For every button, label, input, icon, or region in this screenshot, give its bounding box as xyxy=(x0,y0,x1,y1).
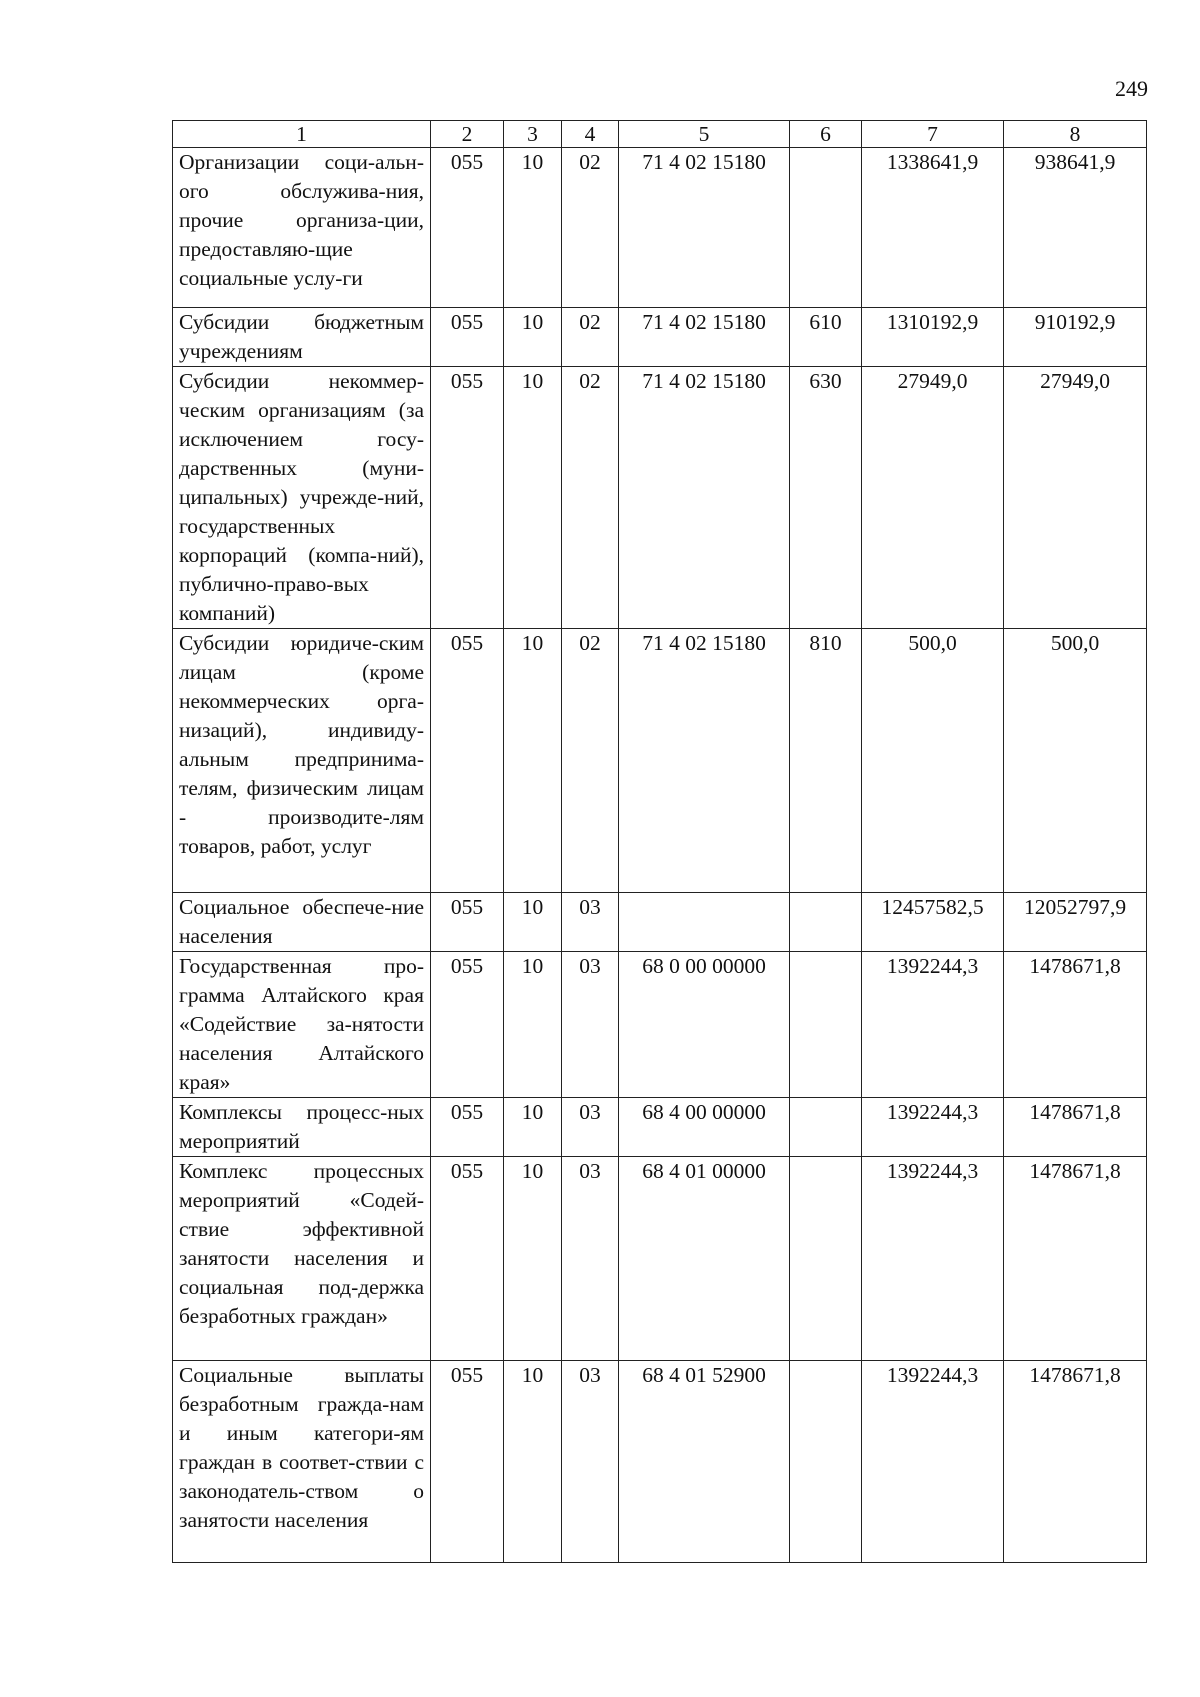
row-target-article: 68 4 01 52900 xyxy=(619,1361,790,1563)
header-col-4: 4 xyxy=(562,121,619,148)
row-section-code: 10 xyxy=(504,893,562,952)
row-expense-type: 610 xyxy=(790,308,862,367)
row-expense-type xyxy=(790,1157,862,1361)
row-amount-7: 1392244,3 xyxy=(862,1098,1004,1157)
row-name: Субсидии бюджетным учреждениям xyxy=(173,308,431,367)
header-col-7: 7 xyxy=(862,121,1004,148)
table-row xyxy=(173,893,1147,952)
row-ministry-code: 055 xyxy=(431,1361,504,1563)
row-target-article: 71 4 02 15180 xyxy=(619,629,790,893)
row-ministry-code: 055 xyxy=(431,367,504,629)
row-amount-7: 1392244,3 xyxy=(862,952,1004,1098)
header-col-6: 6 xyxy=(790,121,862,148)
row-name: Социальное обеспече-ние населения xyxy=(173,893,431,952)
row-subsection-code: 03 xyxy=(562,1157,619,1361)
header-row xyxy=(173,121,1147,148)
row-amount-8: 938641,9 xyxy=(1004,148,1147,308)
row-amount-8: 1478671,8 xyxy=(1004,1361,1147,1563)
budget-table xyxy=(172,120,1147,1563)
header-col-2: 2 xyxy=(431,121,504,148)
row-subsection-code: 02 xyxy=(562,308,619,367)
row-section-code: 10 xyxy=(504,308,562,367)
row-expense-type xyxy=(790,893,862,952)
row-amount-8: 1478671,8 xyxy=(1004,1157,1147,1361)
header-col-1: 1 xyxy=(173,121,431,148)
row-target-article: 71 4 02 15180 xyxy=(619,308,790,367)
row-amount-7: 1310192,9 xyxy=(862,308,1004,367)
row-ministry-code: 055 xyxy=(431,1098,504,1157)
row-name: Субсидии юридиче-ским лицам (кроме некоммерческих орга-низаций), индивиду-альным предпринима-телям, физическим лицам - производите-лям товаров, работ, услуг xyxy=(173,629,431,893)
table-row xyxy=(173,148,1147,308)
page-number: 249 xyxy=(1115,76,1148,101)
row-name: Организации соци-ального обслужива-ния, прочие организа-ции, предоставляю-щие социальные услу-ги xyxy=(173,148,431,308)
row-target-article: 71 4 02 15180 xyxy=(619,148,790,308)
table-row xyxy=(173,952,1147,1098)
row-amount-7: 12457582,5 xyxy=(862,893,1004,952)
row-name: Комплексы процесс-ных мероприятий xyxy=(173,1098,431,1157)
row-amount-8: 1478671,8 xyxy=(1004,1098,1147,1157)
row-section-code: 10 xyxy=(504,1361,562,1563)
row-amount-7: 1338641,9 xyxy=(862,148,1004,308)
row-ministry-code: 055 xyxy=(431,148,504,308)
row-target-article xyxy=(619,893,790,952)
table-row xyxy=(173,629,1147,893)
row-target-article: 68 4 00 00000 xyxy=(619,1098,790,1157)
row-name: Комплекс процессных мероприятий «Содей-ствие эффективной занятости населения и социальная под-держка безработных граждан» xyxy=(173,1157,431,1361)
row-ministry-code: 055 xyxy=(431,1157,504,1361)
row-target-article: 68 0 00 00000 xyxy=(619,952,790,1098)
header-col-3: 3 xyxy=(504,121,562,148)
table-row xyxy=(173,1098,1147,1157)
row-expense-type xyxy=(790,1098,862,1157)
row-subsection-code: 02 xyxy=(562,148,619,308)
table-row xyxy=(173,1361,1147,1563)
row-expense-type xyxy=(790,952,862,1098)
row-amount-8: 500,0 xyxy=(1004,629,1147,893)
row-amount-8: 27949,0 xyxy=(1004,367,1147,629)
row-subsection-code: 03 xyxy=(562,893,619,952)
row-name: Социальные выплаты безработным гражда-нам и иным категори-ям граждан в соответ-ствии с законодатель-ством о занятости населения xyxy=(173,1361,431,1563)
row-subsection-code: 02 xyxy=(562,629,619,893)
row-expense-type: 630 xyxy=(790,367,862,629)
row-name: Государственная про-грамма Алтайского края «Содействие за-нятости населения Алтайского края» xyxy=(173,952,431,1098)
row-subsection-code: 02 xyxy=(562,367,619,629)
header-col-8: 8 xyxy=(1004,121,1147,148)
row-subsection-code: 03 xyxy=(562,1098,619,1157)
row-name: Субсидии некоммер-ческим организациям (за исключением госу-дарственных (муни-ципальных) учрежде-ний, государственных корпораций (компа-ний), публично-право-вых компаний) xyxy=(173,367,431,629)
row-subsection-code: 03 xyxy=(562,1361,619,1563)
row-expense-type xyxy=(790,1361,862,1563)
row-section-code: 10 xyxy=(504,952,562,1098)
table-row xyxy=(173,308,1147,367)
row-amount-7: 1392244,3 xyxy=(862,1157,1004,1361)
row-subsection-code: 03 xyxy=(562,952,619,1098)
table-row xyxy=(173,1157,1147,1361)
row-amount-7: 27949,0 xyxy=(862,367,1004,629)
row-amount-8: 1478671,8 xyxy=(1004,952,1147,1098)
row-target-article: 68 4 01 00000 xyxy=(619,1157,790,1361)
row-amount-8: 12052797,9 xyxy=(1004,893,1147,952)
row-section-code: 10 xyxy=(504,629,562,893)
row-ministry-code: 055 xyxy=(431,952,504,1098)
row-section-code: 10 xyxy=(504,1157,562,1361)
row-section-code: 10 xyxy=(504,367,562,629)
row-expense-type xyxy=(790,148,862,308)
row-ministry-code: 055 xyxy=(431,893,504,952)
row-section-code: 10 xyxy=(504,148,562,308)
row-ministry-code: 055 xyxy=(431,308,504,367)
table-row xyxy=(173,367,1147,629)
header-col-5: 5 xyxy=(619,121,790,148)
row-amount-8: 910192,9 xyxy=(1004,308,1147,367)
row-ministry-code: 055 xyxy=(431,629,504,893)
row-section-code: 10 xyxy=(504,1098,562,1157)
row-target-article: 71 4 02 15180 xyxy=(619,367,790,629)
row-amount-7: 500,0 xyxy=(862,629,1004,893)
row-expense-type: 810 xyxy=(790,629,862,893)
row-amount-7: 1392244,3 xyxy=(862,1361,1004,1563)
